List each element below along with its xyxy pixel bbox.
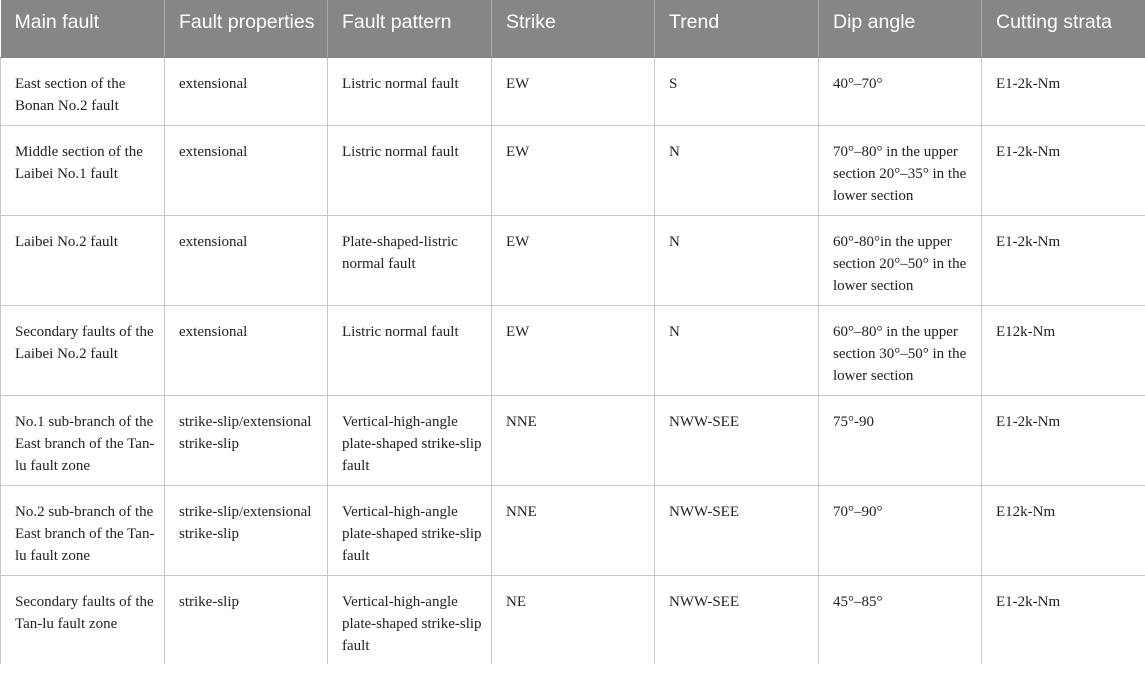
cell-dip-angle: 70°–80° in the upper section 20°–35° in the lower section (819, 125, 982, 215)
cell-trend: S (655, 57, 819, 125)
header-trend: Trend (655, 0, 819, 57)
cell-fault-pattern: Listric normal fault (328, 125, 492, 215)
cell-trend: NWW-SEE (655, 575, 819, 664)
cell-main-fault: East section of the Bonan No.2 fault (1, 57, 165, 125)
cell-fault-pattern: Vertical-high-angle plate-shaped strike-slip fault (328, 485, 492, 575)
cell-fault-properties: extensional (165, 215, 328, 305)
cell-cutting-strata: E12k-Nm (982, 485, 1145, 575)
header-main-fault: Main fault (1, 0, 165, 57)
cell-strike: NNE (492, 395, 655, 485)
cell-main-fault: Middle section of the Laibei No.1 fault (1, 125, 165, 215)
cell-strike: EW (492, 305, 655, 395)
cell-fault-properties: strike-slip (165, 575, 328, 664)
cell-main-fault: Secondary faults of the Tan-lu fault zone (1, 575, 165, 664)
cell-dip-angle: 60°–80° in the upper section 30°–50° in the lower section (819, 305, 982, 395)
cell-fault-properties: strike-slip/extensional strike-slip (165, 485, 328, 575)
table-body (1, 57, 1145, 664)
header-fault-properties: Fault properties (165, 0, 328, 57)
cell-main-fault: No.2 sub-branch of the East branch of the Tan-lu fault zone (1, 485, 165, 575)
cell-fault-pattern: Vertical-high-angle plate-shaped strike-slip fault (328, 395, 492, 485)
table-row (1, 57, 1145, 125)
cell-strike: NNE (492, 485, 655, 575)
cell-dip-angle: 70°–90° (819, 485, 982, 575)
cell-strike: NE (492, 575, 655, 664)
cell-fault-properties: strike-slip/extensional strike-slip (165, 395, 328, 485)
cell-fault-pattern: Listric normal fault (328, 57, 492, 125)
header-fault-pattern: Fault pattern (328, 0, 492, 57)
cell-main-fault: No.1 sub-branch of the East branch of the Tan-lu fault zone (1, 395, 165, 485)
table-row (1, 395, 1145, 485)
header-cutting-strata: Cutting strata (982, 0, 1145, 57)
cell-dip-angle: 45°–85° (819, 575, 982, 664)
table-row (1, 485, 1145, 575)
cell-fault-properties: extensional (165, 125, 328, 215)
cell-cutting-strata: E1-2k-Nm (982, 215, 1145, 305)
cell-trend: N (655, 305, 819, 395)
table-header (1, 0, 1145, 57)
cell-dip-angle: 40°–70° (819, 57, 982, 125)
cell-fault-properties: extensional (165, 305, 328, 395)
cell-dip-angle: 75°-90 (819, 395, 982, 485)
cell-trend: N (655, 215, 819, 305)
cell-fault-pattern: Plate-shaped-listric normal fault (328, 215, 492, 305)
header-row (1, 0, 1145, 57)
cell-main-fault: Laibei No.2 fault (1, 215, 165, 305)
cell-cutting-strata: E1-2k-Nm (982, 125, 1145, 215)
cell-main-fault: Secondary faults of the Laibei No.2 fault (1, 305, 165, 395)
cell-trend: NWW-SEE (655, 395, 819, 485)
cell-trend: NWW-SEE (655, 485, 819, 575)
table-row (1, 215, 1145, 305)
cell-fault-pattern: Vertical-high-angle plate-shaped strike-slip fault (328, 575, 492, 664)
cell-strike: EW (492, 125, 655, 215)
cell-cutting-strata: E1-2k-Nm (982, 57, 1145, 125)
cell-strike: EW (492, 57, 655, 125)
cell-fault-pattern: Listric normal fault (328, 305, 492, 395)
cell-dip-angle: 60°-80°in the upper section 20°–50° in the lower section (819, 215, 982, 305)
cell-fault-properties: extensional (165, 57, 328, 125)
header-dip-angle: Dip angle (819, 0, 982, 57)
table-row (1, 575, 1145, 664)
table-row (1, 125, 1145, 215)
cell-strike: EW (492, 215, 655, 305)
header-strike: Strike (492, 0, 655, 57)
table-row (1, 305, 1145, 395)
cell-cutting-strata: E1-2k-Nm (982, 395, 1145, 485)
cell-cutting-strata: E1-2k-Nm (996, 593, 1061, 610)
cell-trend: N (655, 125, 819, 215)
cell-cutting-strata: E12k-Nm (982, 305, 1145, 395)
